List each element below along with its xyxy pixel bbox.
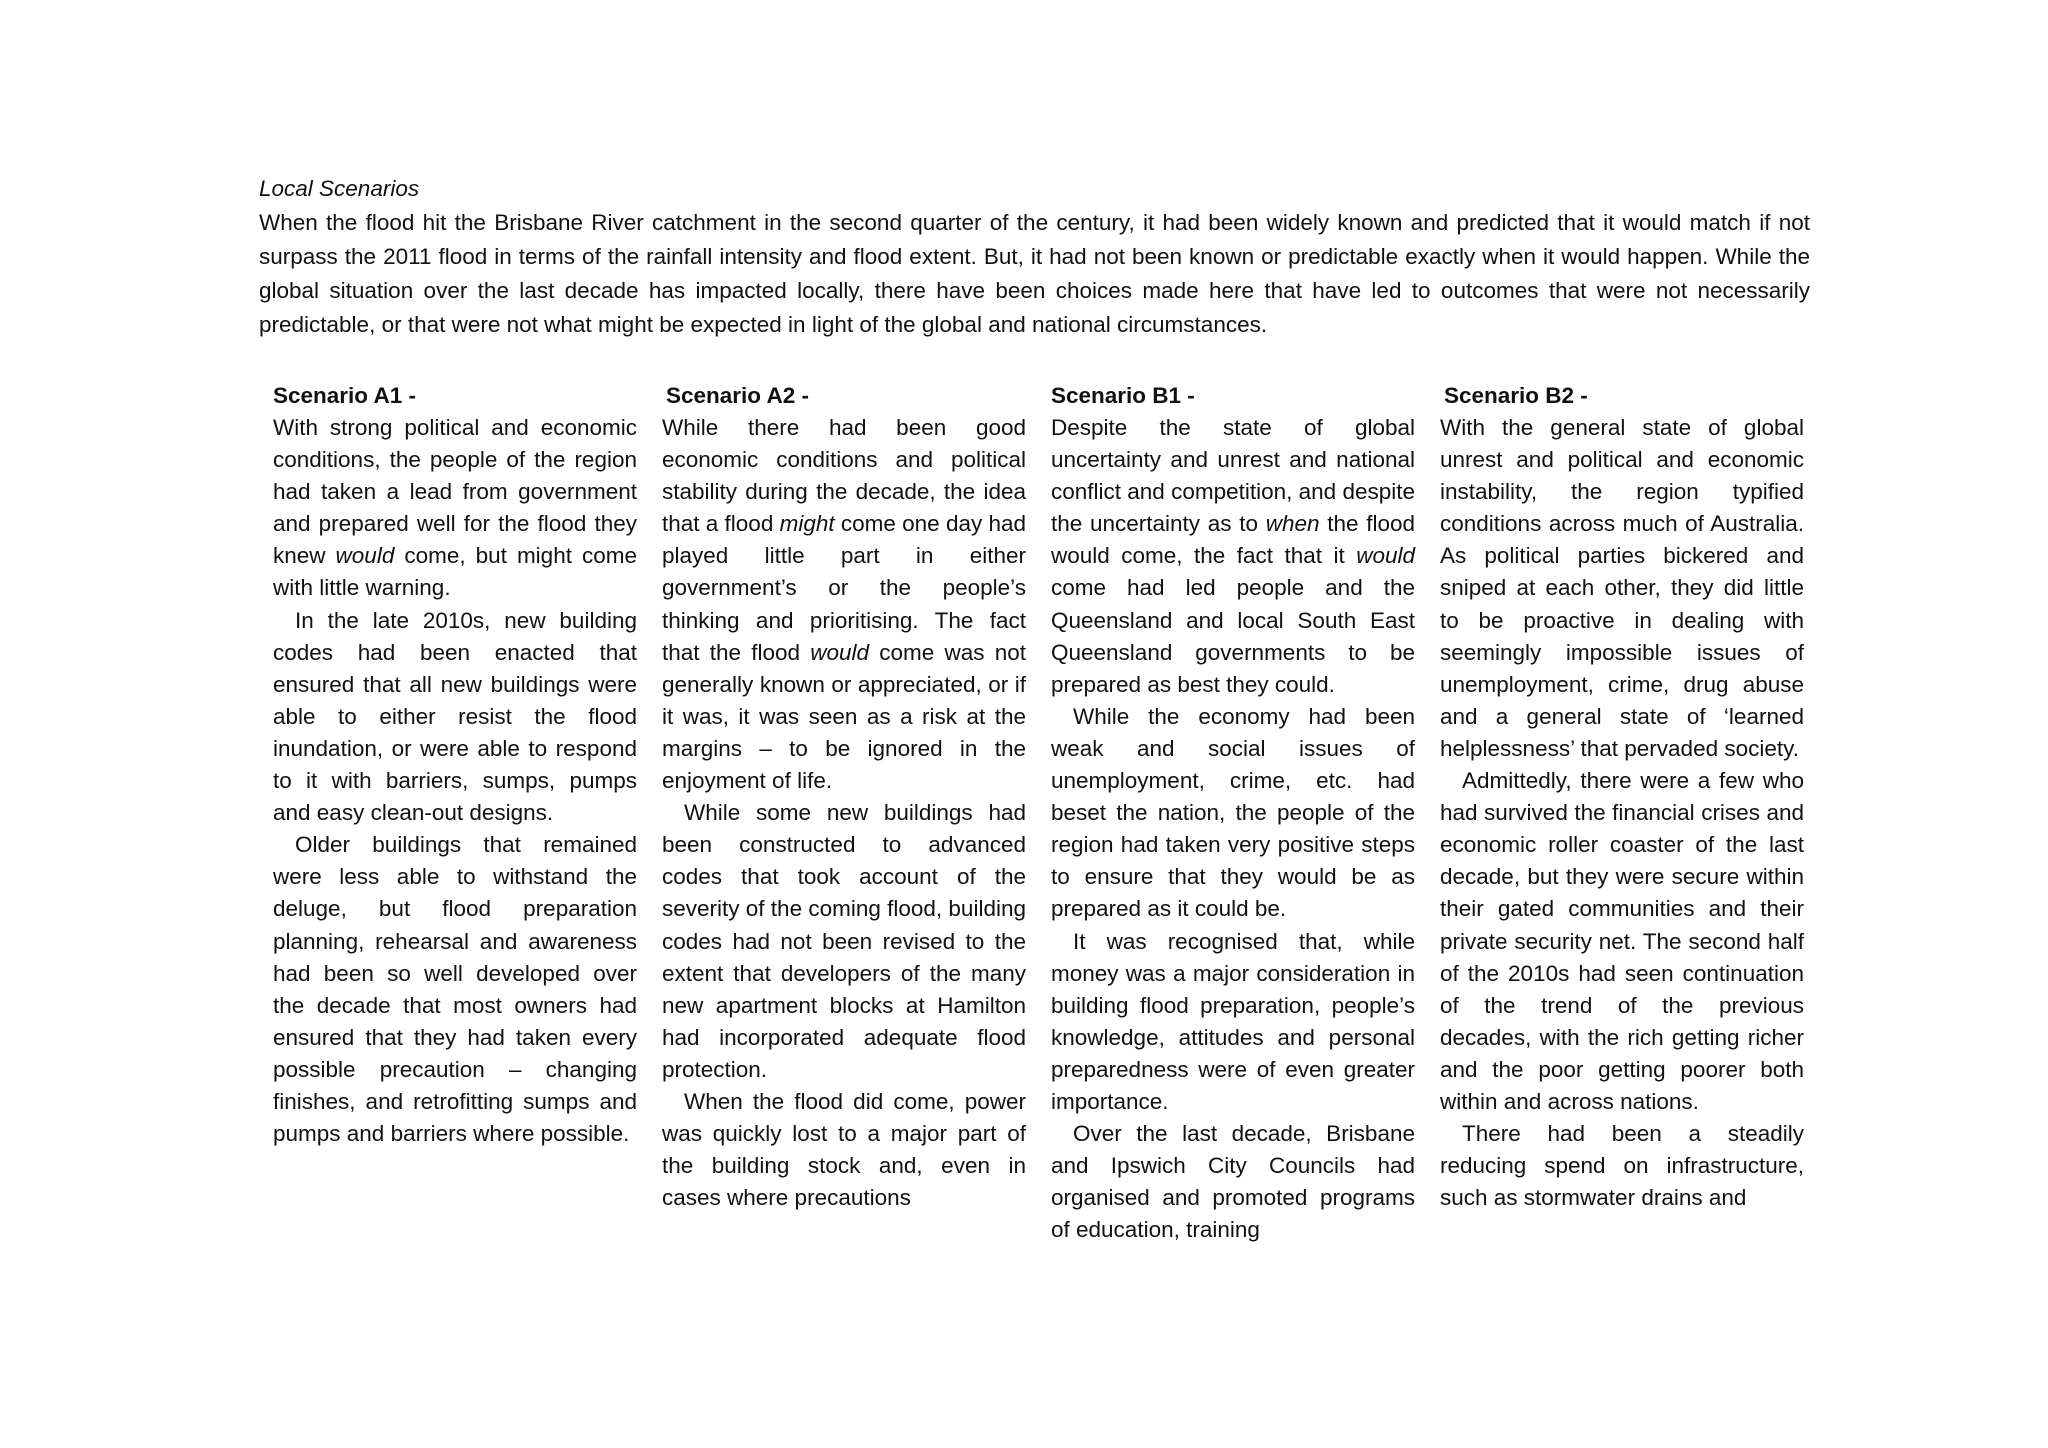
scenario-b1-paragraph-2: While the economy had been weak and social issues of unemployment, crime, etc. had beset the nation, the people of the region had taken very positive steps to ensure that they would be as prepared as it could be. <box>1051 703 1415 922</box>
scenario-a2-paragraph-1: While there had been good economic conditions and political stability during the decade, the idea that a flood might come one day had played little part in either government’s or the people’s thinking and prioritising. The fact that the flood would come was not generally known or appreciated, or if it was, it was seen as a risk at the margins – to be ignored in the enjoyment of life. <box>662 415 1027 794</box>
scenario-b2-column <box>1440 380 1804 1214</box>
scenario-a2-column <box>662 380 1026 1214</box>
scenario-a1-column <box>273 380 637 1150</box>
scenario-a1-title: Scenario A1 - <box>273 383 416 408</box>
scenario-b1-title: Scenario B1 - <box>1051 383 1195 408</box>
scenario-b2-paragraph-2: Admittedly, there were a few who had survived the financial crises and economic roller coaster of the last decade, but they were secure within their gated communities and their private security net. The second half of the 2010s had seen continuation of the trend of the previous decades, with the rich getting richer and the poor getting poorer both within and across nations. <box>1440 768 1804 1114</box>
scenario-b1-column <box>1051 380 1415 1246</box>
scenario-b2-paragraph-3: There had been a steadily reducing spend on infrastructure, such as stormwater drains and <box>1440 1121 1804 1211</box>
intro-paragraph: When the flood hit the Brisbane River catchment in the second quarter of the century, it had been widely known and predicted that it would match if not surpass the 2011 flood in terms of the rainfall intensity and flood extent. But, it had not been known or predictable exactly when it would happen. While the global situation over the last decade has impacted locally, there have been choices made here that have led to outcomes that were not necessarily predictable, or that were not what might be expected in light of the global and national circumstances. <box>259 210 1810 337</box>
section-title: Local Scenarios <box>259 176 420 201</box>
scenario-b1-paragraph-3: It was recognised that, while money was a major consideration in building flood preparation, people’s knowledge, attitudes and personal preparedness were of even greater importance. <box>1051 928 1415 1114</box>
intro-section <box>259 172 1810 342</box>
scenario-a2-paragraph-3: When the flood did come, power was quickly lost to a major part of the building stock and, even in cases where precautions <box>662 1088 1026 1211</box>
scenario-b1-paragraph-4: Over the last decade, Brisbane and Ipswich City Councils had organised and promoted programs of education, training <box>1051 1121 1415 1243</box>
scenario-a1-paragraph-3: Older buildings that remained were less able to withstand the deluge, but flood preparation planning, rehearsal and awareness had been so well developed over the decade that most owners had ensured that they had taken every possible precaution – changing finishes, and retrofitting sumps and pumps and barriers where possible. <box>273 832 637 1147</box>
scenario-b1-paragraph-1: Despite the state of global uncertainty and unrest and national conflict and competition, and despite the uncertainty as to when the flood would come, the fact that it would come had led people and the Queensland and local South East Queensland governments to be prepared as best they could. <box>1051 415 1416 697</box>
scenario-b2-title: Scenario B2 - <box>1444 383 1588 408</box>
scenario-a1-paragraph-1: With strong political and economic conditions, the people of the region had taken a lead from government and prepared well for the flood they knew would come, but might come with little warning. <box>273 415 637 601</box>
scenario-a1-paragraph-2: In the late 2010s, new building codes had been enacted that ensured that all new buildings were able to either resist the flood inundation, or were able to respond to it with barriers, sumps, pumps and easy clean-out designs. <box>273 607 637 826</box>
scenario-a2-paragraph-2: While some new buildings had been constructed to advanced codes that took account of the severity of the coming flood, building codes had not been revised to the extent that developers of the many new apartment blocks at Hamilton had incorporated adequate flood protection. <box>662 800 1026 1082</box>
scenario-a2-title: Scenario A2 - <box>666 383 809 408</box>
scenario-b2-paragraph-1: With the general state of global unrest and political and economic instability, the region typified conditions across much of Australia. As political parties bickered and sniped at each other, they did little to be proactive in dealing with seemingly impossible issues of unemployment, crime, drug abuse and a general state of ‘learned helplessness’ that pervaded society. <box>1440 415 1804 761</box>
